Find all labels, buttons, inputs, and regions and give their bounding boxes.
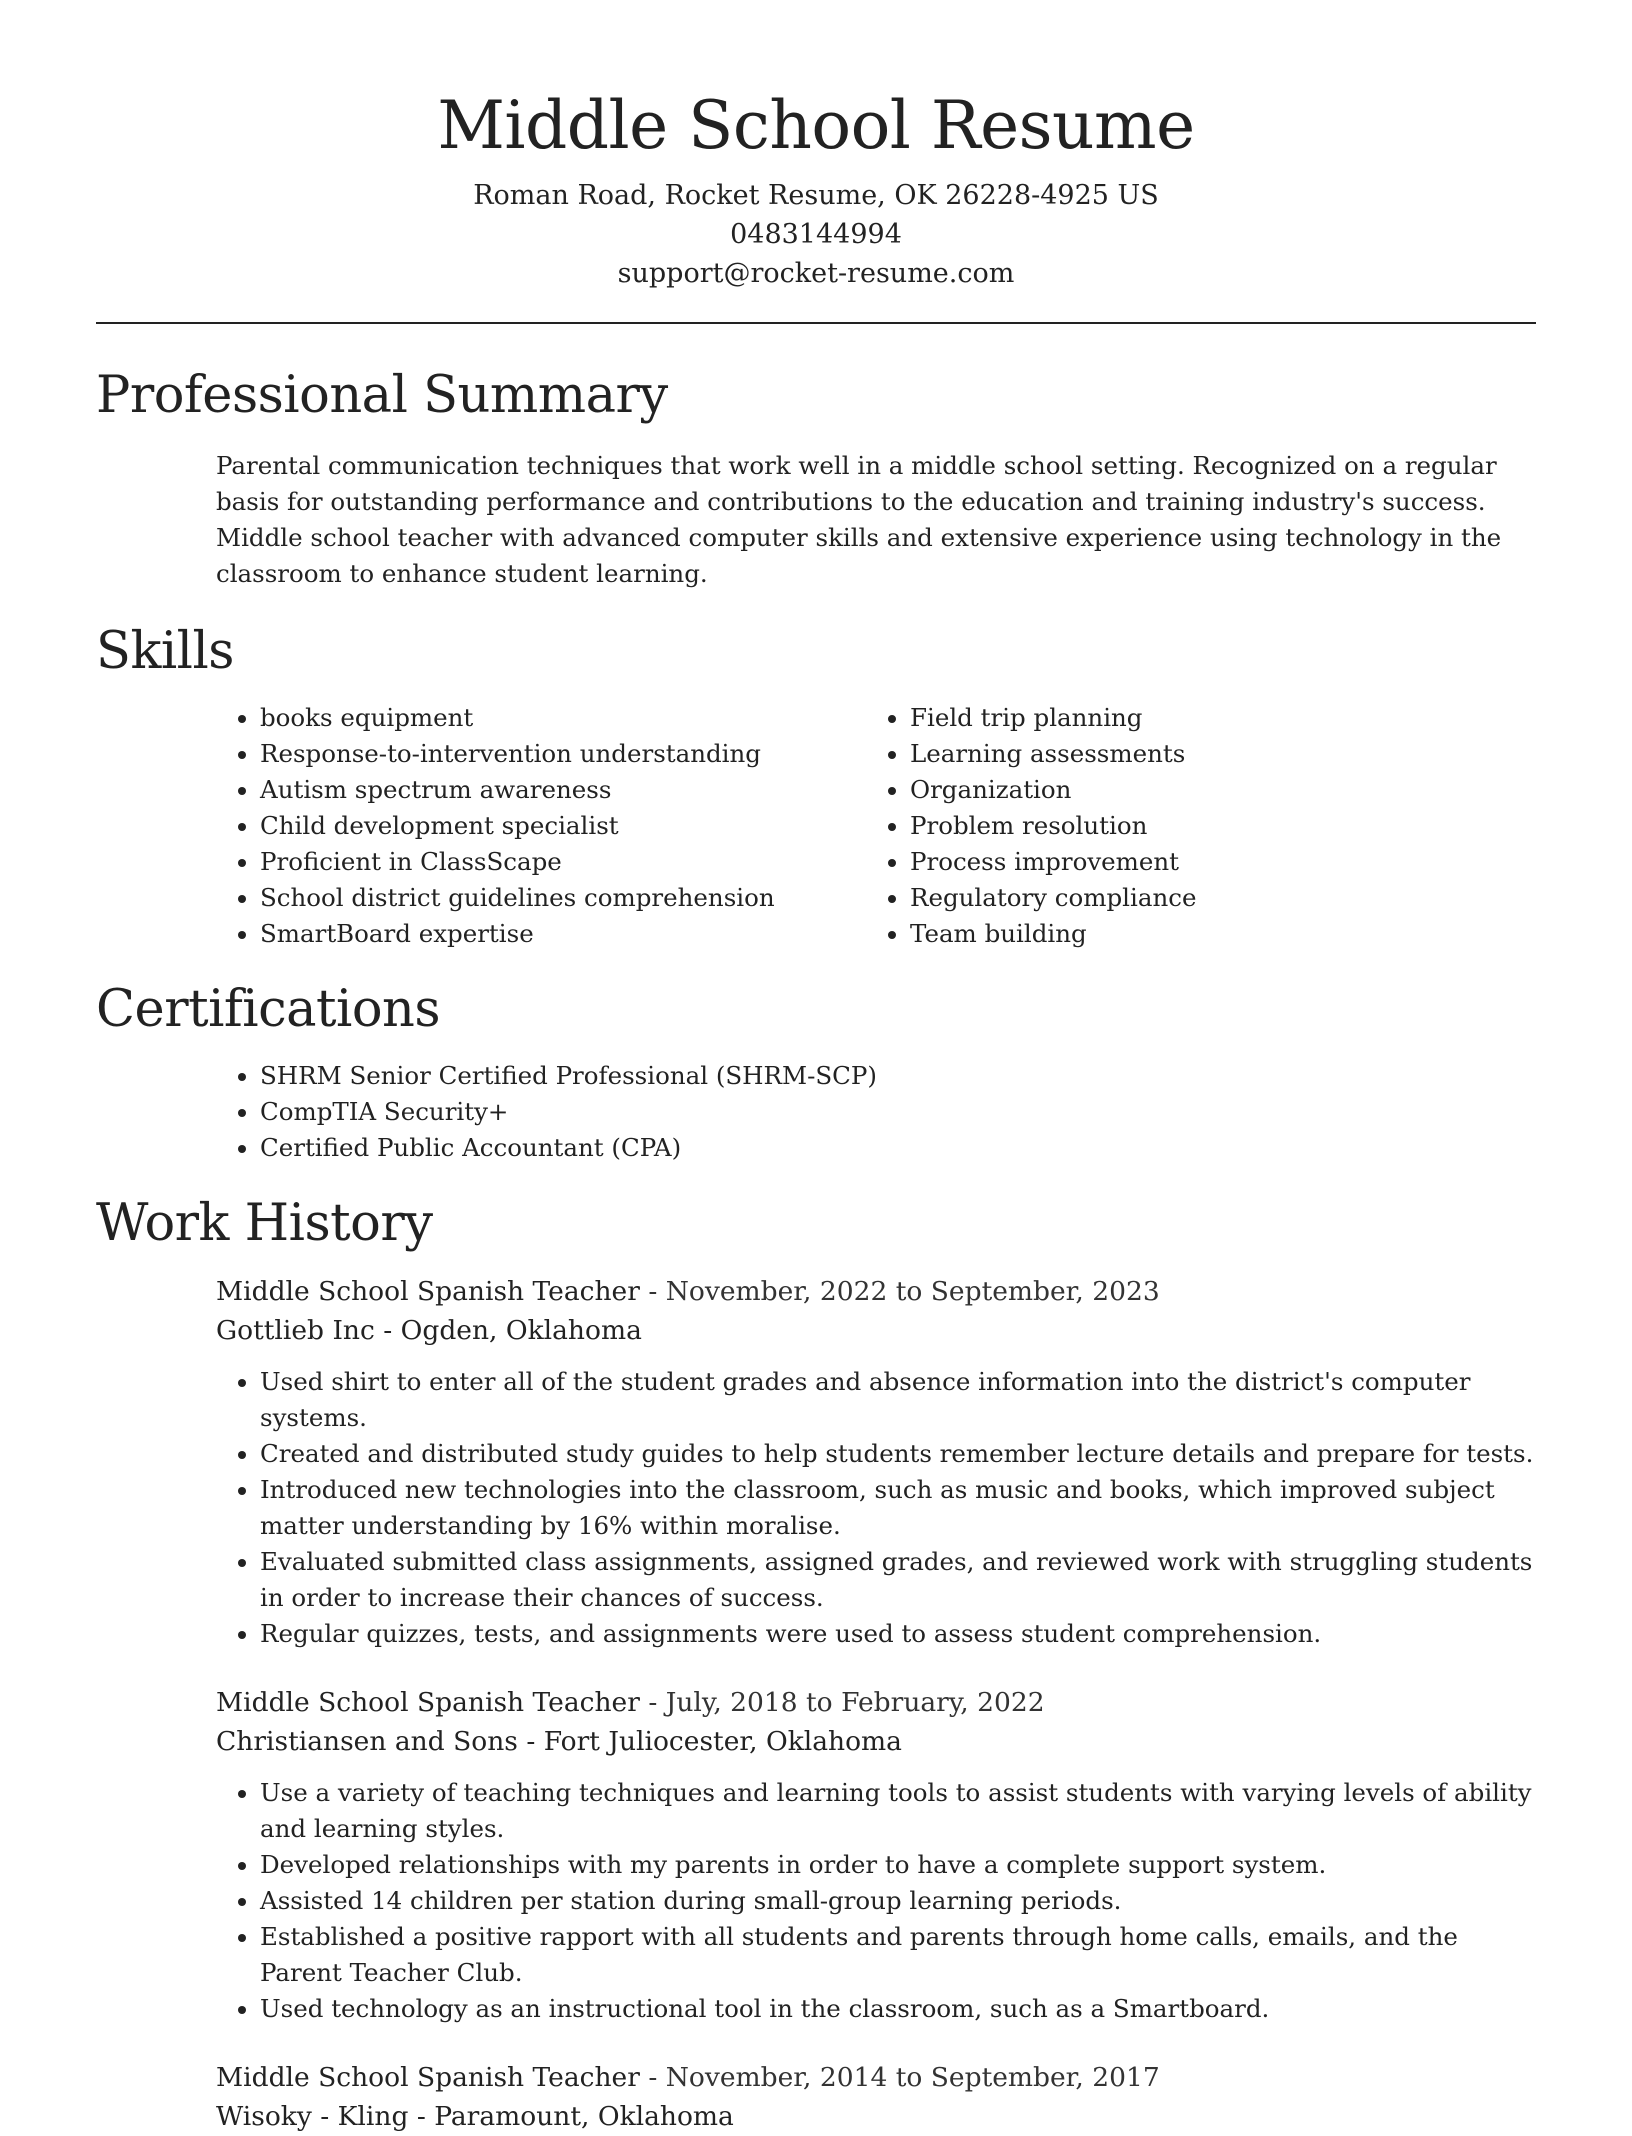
job-bullet: • Introduced new technologies into the classroom, such as music and books, which improved subject matter understanding by 16% within moralise. <box>260 1472 1536 1544</box>
job-bullets <box>216 1364 1536 1652</box>
skill-item: • books equipment <box>260 700 866 736</box>
job-company-line <box>216 1311 1536 1350</box>
job-location: - Fort Juliocester, Oklahoma <box>517 1726 902 1757</box>
job-title-line <box>216 2058 1536 2097</box>
contact-address: Roman Road, Rocket Resume, OK 26228-4925 US <box>473 180 1159 211</box>
job-company-line <box>216 2097 1536 2136</box>
resume-title: Middle School Resume <box>437 87 1195 164</box>
section-heading-work: Work History <box>96 1194 433 1253</box>
job-bullet: • Regular quizzes, tests, and assignments were used to assess student comprehension. <box>260 1616 1536 1652</box>
certification-item: • CompTIA Security+ <box>260 1094 1536 1130</box>
skill-item: • Organization <box>910 772 1516 808</box>
skill-item: • Response-to-intervention understanding <box>260 736 866 772</box>
job-title: Middle School Spanish Teacher <box>216 1687 640 1718</box>
job-bullet: • Used shirt to enter all of the student grades and absence information into the district's computer systems. <box>260 1364 1536 1436</box>
skill-item: • Regulatory compliance <box>910 880 1516 916</box>
certifications-block <box>216 1058 1536 1166</box>
job-bullet: • Used technology as an instructional tool in the classroom, such as a Smartboard. <box>260 1991 1536 2027</box>
certification-item: • SHRM Senior Certified Professional (SHRM-SCP) <box>260 1058 1536 1094</box>
summary-block <box>216 448 1536 592</box>
skill-item: • School district guidelines comprehension <box>260 880 866 916</box>
contact-phone: 0483144994 <box>730 219 902 250</box>
job-company: Gottlieb Inc <box>216 1315 375 1346</box>
certifications-list <box>216 1058 1536 1166</box>
header-divider <box>96 322 1536 324</box>
job-bullets <box>216 1775 1536 2027</box>
contact-email: support@rocket-resume.com <box>617 258 1015 289</box>
skills-column-left <box>216 700 866 952</box>
summary-text: Parental communication techniques that work well in a middle school setting. Recognized on a regular basis for outstanding performance and contributions to the education and training industry's success. Middle school teacher with advanced computer skills and extensive experience using technology in the classroom to enhance student learning. <box>216 451 1502 588</box>
skills-list <box>216 700 1536 952</box>
skill-item: • Proficient in ClassScape <box>260 844 866 880</box>
section-heading-summary: Professional Summary <box>96 366 668 425</box>
skill-item: • Child development specialist <box>260 808 866 844</box>
job-entry <box>216 2058 1536 2136</box>
skill-item: • Autism spectrum awareness <box>260 772 866 808</box>
job-company: Wisoky - Kling <box>216 2101 409 2132</box>
section-heading-skills: Skills <box>96 622 234 681</box>
job-company-line <box>216 1722 1536 1761</box>
job-entry <box>216 1272 1536 1652</box>
section-heading-certifications: Certifications <box>96 980 441 1039</box>
skill-item: • Team building <box>910 916 1516 952</box>
job-location: - Paramount, Oklahoma <box>408 2101 734 2132</box>
job-bullet: • Created and distributed study guides to help students remember lecture details and prepare for tests. <box>260 1436 1536 1472</box>
job-dates: - November, 2014 to September, 2017 <box>639 2062 1160 2093</box>
job-company: Christiansen and Sons <box>216 1726 518 1757</box>
job-bullet: • Evaluated submitted class assignments, assigned grades, and reviewed work with struggling students in order to increase their chances of success. <box>260 1544 1536 1616</box>
job-entry <box>216 1683 1536 2027</box>
skill-item: • Learning assessments <box>910 736 1516 772</box>
skill-item: • Problem resolution <box>910 808 1516 844</box>
job-title-line <box>216 1272 1536 1311</box>
job-bullet: • Use a variety of teaching techniques and learning tools to assist students with varying levels of ability and learning styles. <box>260 1775 1536 1847</box>
job-bullet: • Developed relationships with my parents in order to have a complete support system. <box>260 1847 1536 1883</box>
job-title-line <box>216 1683 1536 1722</box>
job-dates: - July, 2018 to February, 2022 <box>639 1687 1045 1718</box>
skill-item: • Process improvement <box>910 844 1516 880</box>
job-bullet: • Established a positive rapport with all students and parents through home calls, emails, and the Parent Teacher Club. <box>260 1919 1536 1991</box>
contact-block <box>96 176 1536 293</box>
job-bullet: • Assisted 14 children per station during small-group learning periods. <box>260 1883 1536 1919</box>
skill-item: • SmartBoard expertise <box>260 916 866 952</box>
skill-item: • Field trip planning <box>910 700 1516 736</box>
certification-item: • Certified Public Accountant (CPA) <box>260 1130 1536 1166</box>
job-title: Middle School Spanish Teacher <box>216 2062 640 2093</box>
skills-column-right <box>866 700 1516 952</box>
job-location: - Ogden, Oklahoma <box>374 1315 642 1346</box>
resume-page <box>96 0 1536 2136</box>
job-title: Middle School Spanish Teacher <box>216 1276 640 1307</box>
job-dates: - November, 2022 to September, 2023 <box>639 1276 1160 1307</box>
